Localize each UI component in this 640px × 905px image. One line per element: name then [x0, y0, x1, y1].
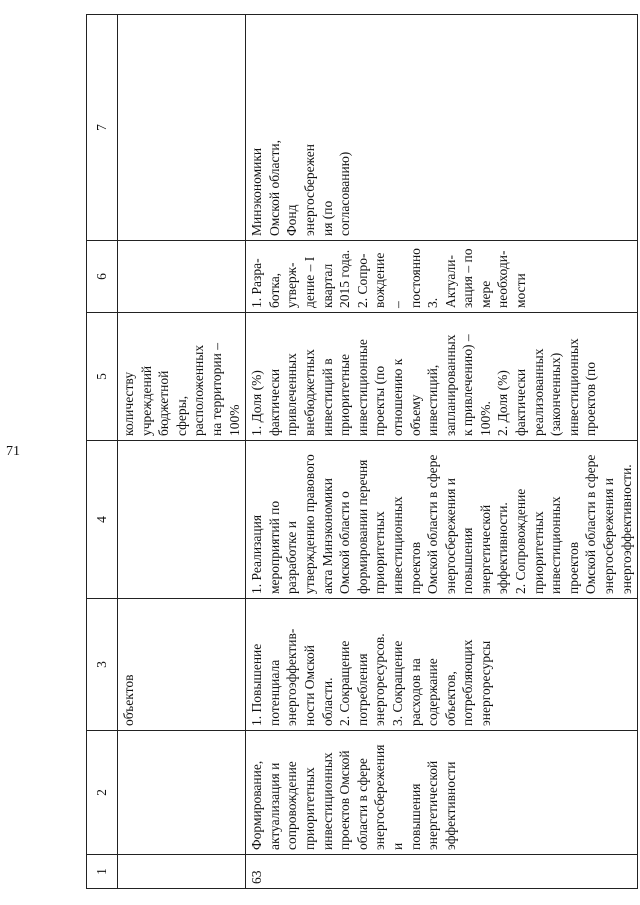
header-col-7: 7 — [87, 15, 118, 241]
row63-indicators: 1. Доля (%) фактически привлеченных внебюджетных инвестиций в приоритетные инвестиционные проекты (по отношению к объему инвестиций, запланированных к привлечению) – 100%. 2. Доля (%) фактически реализованных (законченных) инвестиционных проектов (по — [246, 313, 638, 441]
cont-col-7 — [118, 15, 246, 241]
cont-col-2 — [118, 731, 246, 855]
row63-deadlines: 1. Разра- ботка, утверж- дение – I квартал 2015 года. 2. Сопро- вождение – постоянно 3. Актуали- зация – по мере необходи- мости — [246, 241, 638, 313]
row63-actions: 1. Реализация мероприятий по разработке и утверждению правового акта Минэкономики Омской области о формировании перечня приоритетных инвестиционных проектов Омской области в сфере энергосбережения и повышения энергетической эффективности. 2. Сопровождение приоритетных инвестиционных проектов Омской области в сфере энергосбережения и энергоэффективности. — [246, 441, 638, 599]
row63-number: 63 — [246, 855, 638, 889]
header-col-4: 4 — [87, 441, 118, 599]
plan-table — [86, 14, 638, 889]
header-col-3: 3 — [87, 599, 118, 731]
header-col-5: 5 — [87, 313, 118, 441]
cont-col-6 — [118, 241, 246, 313]
page-number: 71 — [6, 444, 20, 459]
header-col-2: 2 — [87, 731, 118, 855]
row63-event-name: Формирование, актуализация и сопровождение приоритетных инвестиционных проектов Омской области в сфере энергосбережения и повышения энергетической эффективности — [246, 731, 638, 855]
row63-responsible: Минэкономики Омской области, Фонд энергосбережен ия (по согласованию) — [246, 15, 638, 241]
table-row — [118, 15, 246, 889]
cont-col-3: объектов — [118, 599, 246, 731]
cont-col-5: количеству учреждений бюджетной сферы, расположенных на территории – 100% — [118, 313, 246, 441]
header-row — [87, 15, 118, 889]
row63-goals: 1. Повышение потенциала энергоэффектив- ности Омской области. 2. Сокращение потребления энергоресурсов. 3. Сокращение расходов на содержание объектов, потребляющих энергоресурсы — [246, 599, 638, 731]
header-col-6: 6 — [87, 241, 118, 313]
header-col-1: 1 — [87, 855, 118, 889]
table-row — [246, 15, 638, 889]
cont-col-1 — [118, 855, 246, 889]
cont-col-4 — [118, 441, 246, 599]
